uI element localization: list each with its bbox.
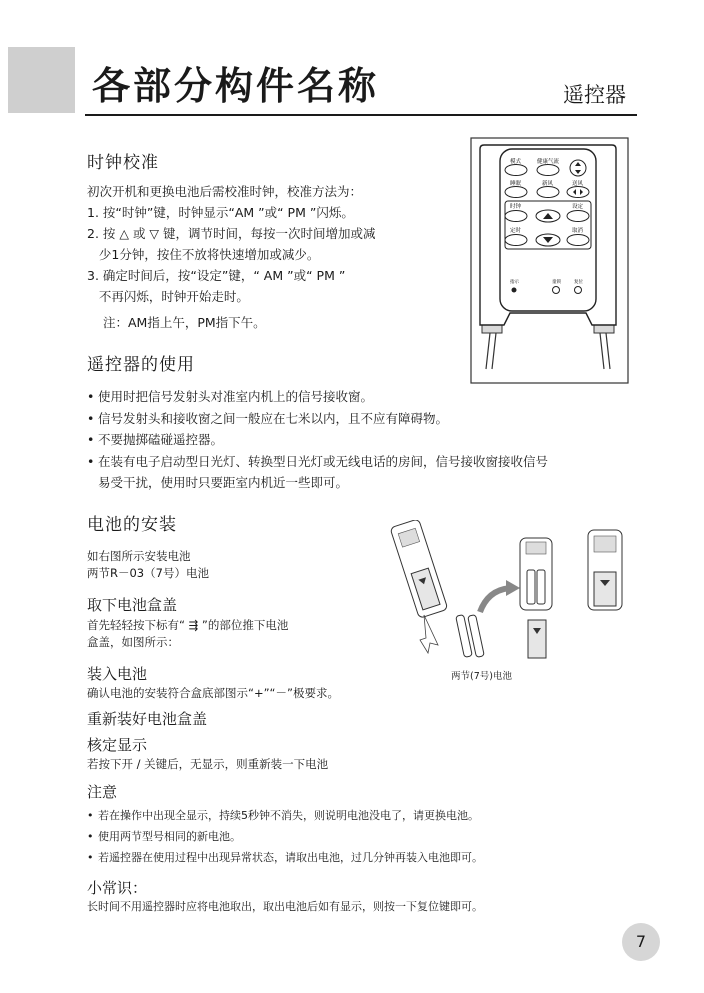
reinstall-cover-heading: 重新装好电池盒盖 [87,710,208,728]
clock-instructions [87,181,376,333]
check-display-text: 若按下开 / 关键后，无显示，则重新装一下电池 [87,757,329,771]
closed-remote [588,530,622,610]
open-remote [520,538,552,610]
remove-cover-line: 首先轻轻按下标有“ ⇶ ”的部位推下电池 [87,618,289,632]
label-sleep: 睡眠 [510,181,522,187]
battery-intro-line: 两节R－03（7号）电池 [87,566,209,580]
title-divider [85,114,637,116]
label-clock: 时钟 [510,204,522,210]
clock-line: 少1分钟，按住不放将快速增加或减少。 [87,247,320,262]
notes-bullet: • 使用两节型号相同的新电池。 [87,826,483,847]
clock-line: 3. 确定时间后，按“设定”键，“ AM ”或“ PM ” [87,268,346,283]
usage-bullet-list [87,386,548,494]
label-swing: 送风 [572,181,584,187]
clock-line: 1. 按“时钟”键，时钟显示“AM ”或“ PM ”闪烁。 [87,205,354,220]
battery-intro [87,548,209,582]
usage-heading: 遥控器的使用 [87,355,195,375]
tips-heading: 小常识： [87,879,148,897]
remove-cover-line: 盒盖，如图所示： [87,635,179,649]
page-subtitle: 遥控器 [563,83,626,107]
label-set: 设定 [572,204,584,210]
notes-bullet: • 若遥控器在使用过程中出现异常状态，请取出电池，过几分钟再装入电池即可。 [87,847,483,868]
check-display-heading: 核定显示 [87,736,148,754]
label-indicator: 指示 [510,280,519,285]
usage-bullet-continuation: 易受干扰，使用时只要距室内机近一些即可。 [98,475,349,490]
notes-heading: 注意 [87,783,118,801]
clock-note: 注：AM指上午，PM指下午。 [103,315,266,330]
battery-install-illustration [360,520,635,670]
label-mode: 模式 [510,159,522,165]
remove-cover-text [87,617,288,651]
battery-intro-line: 如右图所示安装电池 [87,549,191,563]
label-fan: 新风 [542,181,554,187]
remove-cover-heading: 取下电池盒盖 [87,596,178,614]
notes-bullet-list [87,805,483,868]
page-title: 各部分构件名称 [92,64,380,108]
tilted-remote [390,520,448,618]
insert-battery-text: 确认电池的安装符合盒底部图示“+”“－”极要求。 [87,686,339,700]
remote-holder-illustration [470,137,630,385]
clock-line: 不再闪烁，时钟开始走时。 [87,289,249,304]
page-number: 7 [622,923,660,961]
label-fresh: 健康气流 [537,159,560,165]
battery-pair [456,615,485,658]
label-reset: 复位 [574,280,583,285]
clock-line: 初次开机和更换电池后需校准时钟，校准方法为： [87,184,363,199]
notes-bullet: • 若在操作中出现全显示，持续5秒钟不消失，则说明电池没电了，请更换电池。 [87,805,483,826]
label-timer: 定时 [510,228,522,234]
usage-bullet: • 使用时把信号发射头对准室内机上的信号接收窗。 [87,386,548,408]
insert-arrow-icon [480,588,510,612]
indicator-led [512,288,517,293]
header-gray-tab [8,47,75,113]
insert-battery-heading: 装入电池 [87,665,148,683]
label-cancel: 取消 [572,228,584,234]
battery-caption: 两节(7号)电池 [451,671,512,682]
usage-bullet: • 不要抛掷磕碰遥控器。 [87,429,548,451]
clock-line: 2. 按 △ 或 ▽ 键，调节时间，每按一次时间增加或减 [87,226,376,241]
usage-bullet: • 信号发射头和接收窗之间一般应在七米以内，且不应有障碍物。 [87,408,548,430]
label-lock: 童锁 [552,280,561,285]
slide-arrow-icon [420,615,438,653]
battery-cover [528,620,546,658]
usage-bullet: • 在装有电子启动型日光灯、转换型日光灯或无线电话的房间，信号接收窗接收信号 [87,451,548,473]
battery-heading: 电池的安装 [87,515,177,535]
tips-text: 长时间不用遥控器时应将电池取出，取出电池后如有显示，则按一下复位键即可。 [87,900,483,913]
clock-heading: 时钟校准 [87,153,159,173]
